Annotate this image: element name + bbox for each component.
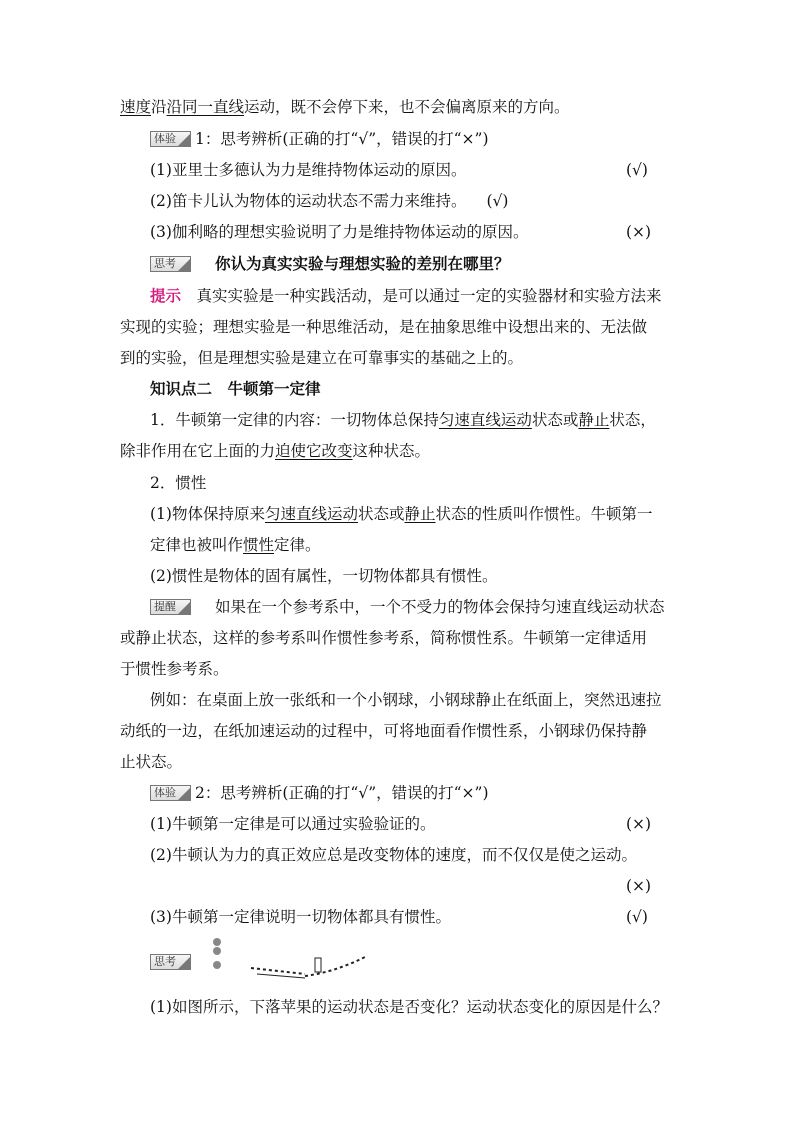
final-question: (1)如图所示，下落苹果的运动状态是否变化？运动状态变化的原因是什么？: [150, 998, 668, 1016]
answer-mark: (√): [626, 161, 648, 179]
question-3: (3)伽利略的理想实验说明了力是维持物体运动的原因。: [150, 223, 529, 241]
remind-line-1: 提醒 如果在一个参考系中，一个不受力的物体会保持匀速直线运动状态: [150, 596, 665, 618]
think-tag: 思考: [150, 256, 191, 272]
inertia-heading: 2．惯性: [150, 474, 207, 492]
hint-label: 提示: [150, 286, 182, 305]
hint-line-3: 到的实验，但是理想实验是建立在可靠事实的基础之上的。: [120, 349, 524, 367]
experience-1-heading: 体验 1：思考辨析(正确的打“√”，错误的打“×”): [150, 128, 489, 150]
law-line-1: 1．牛顿第一定律的内容：一切物体总保持匀速直线运动状态或静止状态，: [150, 411, 656, 429]
example-line-2: 动纸的一边，在纸加速运动的过程中，可将地面看作惯性系，小钢球仍保持静: [120, 722, 648, 740]
apple-icon: [213, 947, 221, 955]
example-line-3: 止状态。: [120, 753, 183, 771]
inertia-line-2: 定律也被叫作惯性定律。: [150, 536, 321, 554]
text-line: 速度沿沿同一直线运动，既不会停下来，也不会偏离原来的方向。: [120, 98, 570, 116]
question-1: (1)亚里士多德认为力是维持物体运动的原因。: [150, 161, 467, 179]
experience-tag: 体验: [150, 131, 191, 147]
falling-apple-figure: [205, 932, 380, 982]
answer-mark: (×): [626, 223, 652, 241]
remind-tag: 提醒: [150, 599, 191, 615]
think-tag: 思考: [150, 954, 191, 970]
ground-line: [257, 974, 305, 978]
answer-mark: (×): [626, 877, 652, 895]
apple-icon: [213, 938, 221, 946]
inertia-line-1: (1)物体保持原来匀速直线运动状态或静止状态的性质叫作惯性。牛顿第一: [150, 505, 653, 523]
curve-trajectory: [305, 957, 365, 976]
think-1: 思考 你认为真实实验与理想实验的差别在哪里？: [150, 253, 510, 275]
statement-2: (2)牛顿认为力的真正效应总是改变物体的速度，而不仅仅是使之运动。: [150, 846, 637, 864]
trajectory-line: [251, 968, 305, 974]
remind-line-3: 于惯性参考系。: [120, 660, 229, 678]
experience-2-heading: 体验 2：思考辨析(正确的打“√”，错误的打“×”): [150, 782, 489, 804]
bottle-icon: [315, 958, 321, 972]
apple-icon: [213, 961, 221, 969]
think-2: [150, 951, 195, 973]
experience-tag: 体验: [150, 785, 191, 801]
hint-line-1: 提示 真实实验是一种实践活动，是可以通过一定的实验器材和实验方法来: [150, 286, 662, 305]
law-line-2: 除非作用在它上面的力迫使它改变这种状态。: [120, 442, 431, 460]
answer-mark: (×): [626, 815, 652, 833]
answer-mark: (√): [626, 908, 648, 926]
statement-1: (1)牛顿第一定律是可以通过实验验证的。: [150, 815, 436, 833]
answer-mark: (√): [486, 192, 509, 210]
statement-3: (3)牛顿第一定律说明一切物体都具有惯性。: [150, 908, 451, 926]
remind-line-2: 或静止状态，这样的参考系叫作惯性参考系，简称惯性系。牛顿第一定律适用: [120, 629, 648, 647]
example-line-1: 例如：在桌面上放一张纸和一个小钢球，小钢球静止在纸面上，突然迅速拉: [150, 691, 662, 709]
section-title: 知识点二 牛顿第一定律: [150, 379, 321, 398]
hint-line-2: 实现的实验；理想实验是一种思维活动，是在抽象思维中设想出来的、无法做: [120, 318, 648, 336]
question-2: (2)笛卡儿认为物体的运动状态不需力来维持。 (√): [150, 192, 509, 210]
inertia-line-3: (2)惯性是物体的固有属性，一切物体都具有惯性。: [150, 567, 498, 585]
